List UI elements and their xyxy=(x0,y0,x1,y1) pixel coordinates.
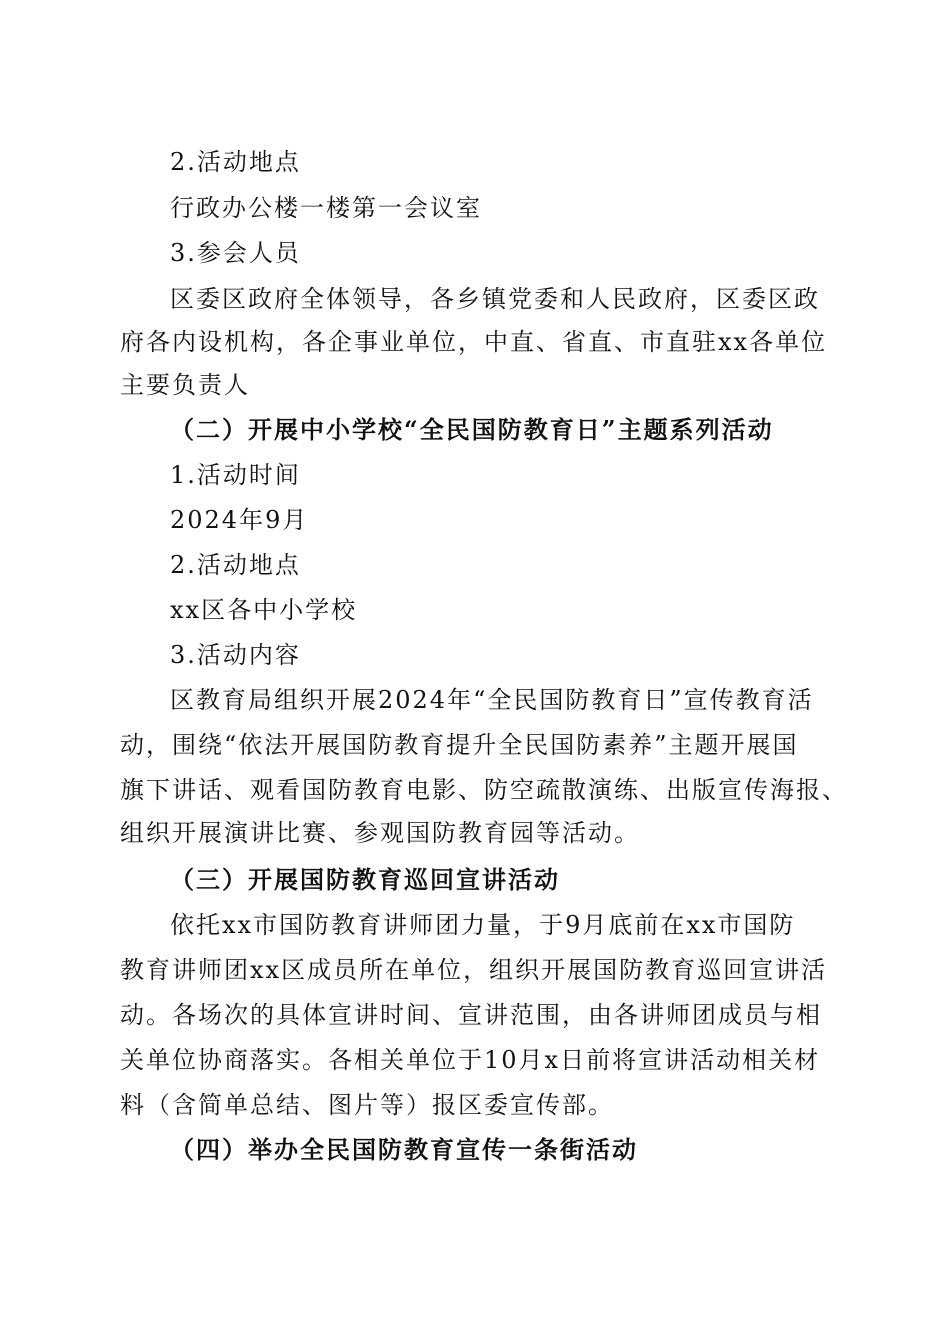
activity-location-value-2: xx区各中小学校 xyxy=(170,596,358,624)
lecture-paragraph-line-3: 动。各场次的具体宣讲时间、宣讲范围，由各讲师团成员与相 xyxy=(120,1001,822,1029)
content-paragraph-line-2: 动，围绕“依法开展国防教育提升全民国防素养”主题开展国 xyxy=(120,731,799,759)
attendees-paragraph-line-3: 主要负责人 xyxy=(120,371,250,399)
lecture-paragraph-line-4: 关单位协商落实。各相关单位于10月x日前将宣讲活动相关材 xyxy=(120,1046,821,1074)
lecture-paragraph-line-2: 教育讲师团xx区成员所在单位，组织开展国防教育巡回宣讲活 xyxy=(120,956,828,984)
item-attendees-label: 3.参会人员 xyxy=(170,239,301,267)
content-paragraph-line-4: 组织开展演讲比赛、参观国防教育园等活动。 xyxy=(120,819,640,847)
attendees-paragraph-line-2: 府各内设机构，各企事业单位，中直、省直、市直驻xx各单位 xyxy=(120,328,828,356)
lecture-paragraph-line-5: 料（含简单总结、图片等）报区委宣传部。 xyxy=(120,1091,614,1119)
content-paragraph-line-1: 区教育局组织开展2024年“全民国防教育日”宣传教育活 xyxy=(170,686,814,714)
item-activity-content-label: 3.活动内容 xyxy=(170,641,301,669)
section-heading-2: （二）开展中小学校“全民国防教育日”主题系列活动 xyxy=(170,415,774,444)
item-activity-location-label: 2.活动地点 xyxy=(170,148,301,176)
section-heading-3: （三）开展国防教育巡回宣讲活动 xyxy=(170,865,560,894)
section-heading-4: （四）举办全民国防教育宣传一条街活动 xyxy=(170,1135,638,1164)
item-activity-location-label-2: 2.活动地点 xyxy=(170,551,301,579)
lecture-paragraph-line-1: 依托xx市国防教育讲师团力量，于9月底前在xx市国防 xyxy=(170,911,796,939)
item-activity-time-label: 1.活动时间 xyxy=(170,461,301,489)
content-paragraph-line-3: 旗下讲话、观看国防教育电影、防空疏散演练、出版宣传海报、 xyxy=(120,776,848,804)
activity-time-value: 2024年9月 xyxy=(170,506,309,534)
attendees-paragraph-line-1: 区委区政府全体领导，各乡镇党委和人民政府，区委区政 xyxy=(170,285,820,313)
activity-location-value: 行政办公楼一楼第一会议室 xyxy=(170,194,482,222)
